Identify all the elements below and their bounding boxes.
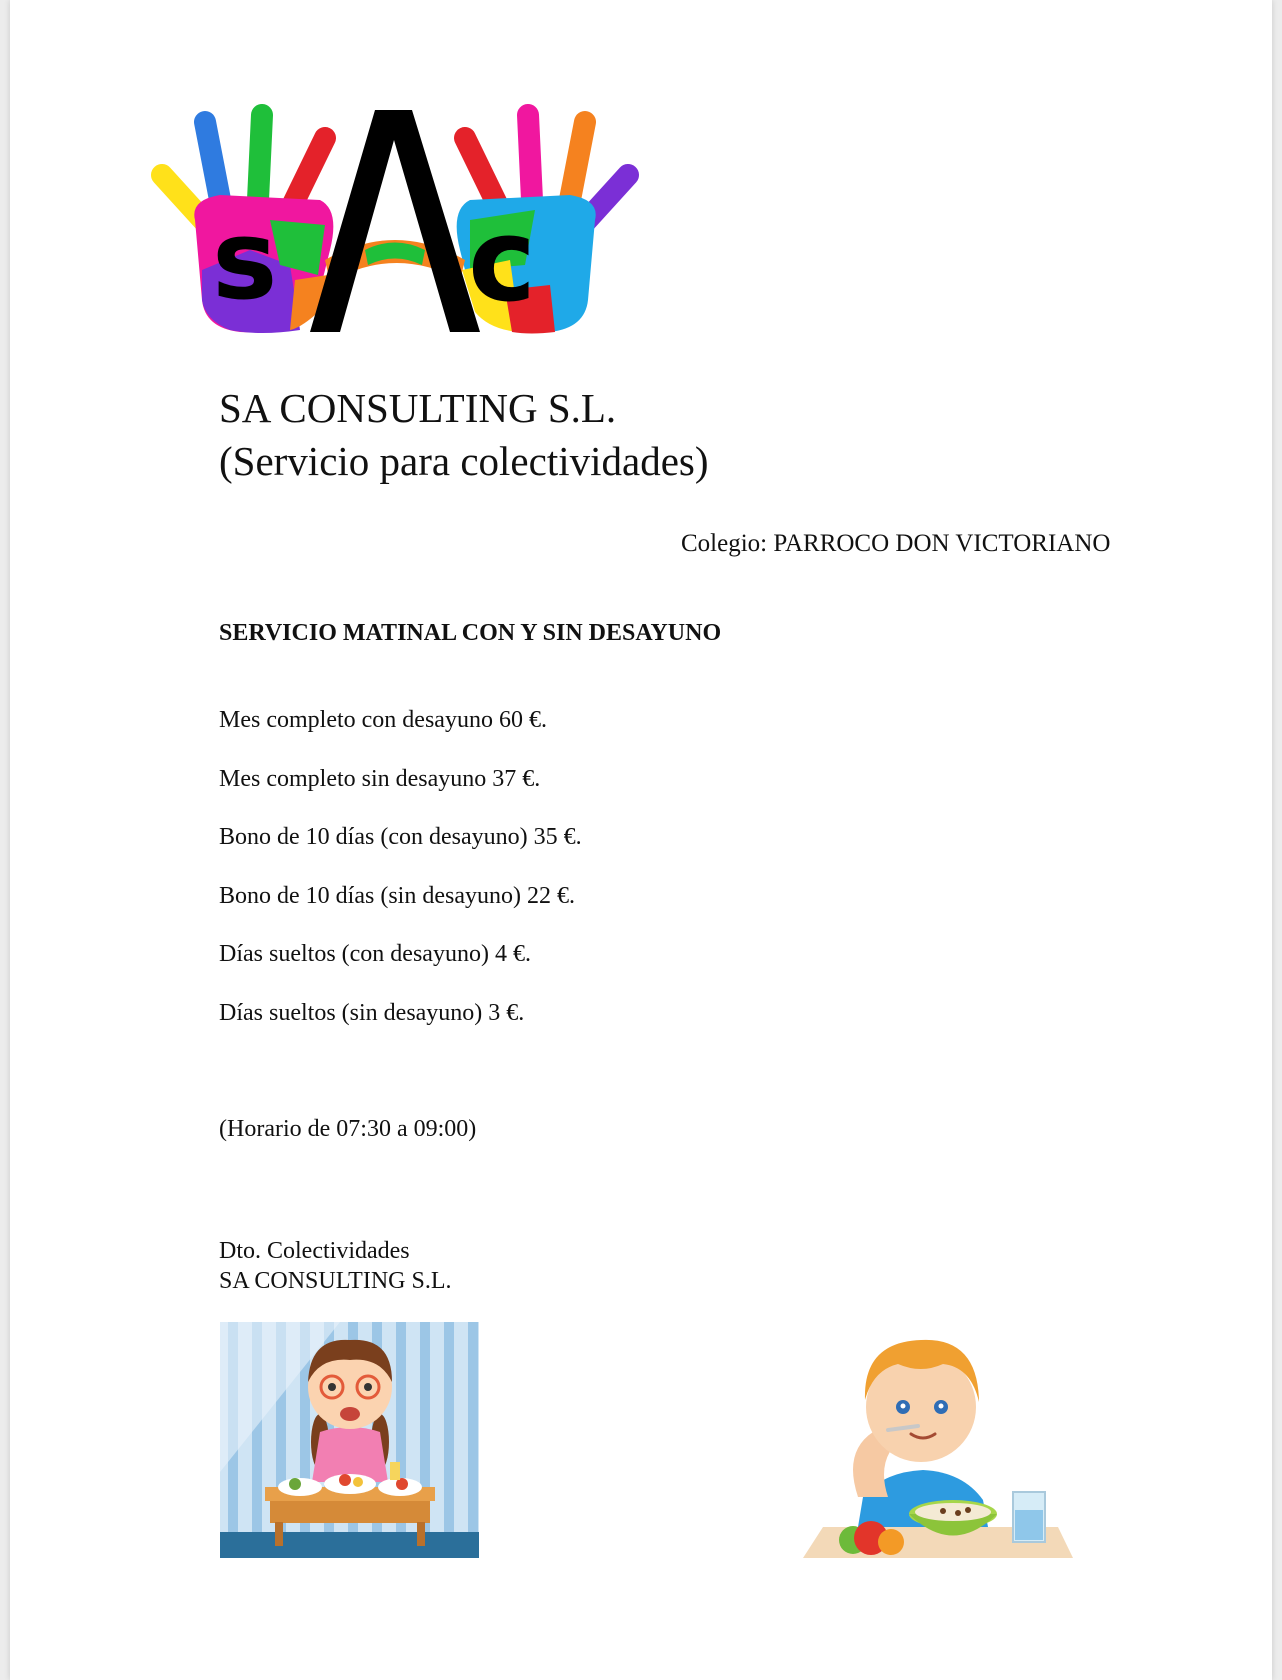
- company-block: [219, 382, 709, 488]
- price-item: Días sueltos (con desayuno) 4 €.: [219, 941, 531, 967]
- price-item: Mes completo sin desayuno 37 €.: [219, 765, 541, 792]
- schedule-note: (Horario de 07:30 a 09:00): [219, 1116, 477, 1142]
- svg-text:s: s: [212, 196, 278, 324]
- school-name: Colegio: PARROCO DON VICTORIANO: [681, 530, 1111, 557]
- document-page: [10, 0, 1272, 1680]
- service-heading: SERVICIO MATINAL CON Y SIN DESAYUNO: [219, 620, 722, 646]
- signature-block: [219, 1236, 452, 1296]
- girl-eating-illustration: [220, 1322, 479, 1558]
- signature-department: Dto. Colectividades: [219, 1238, 410, 1264]
- svg-text:c: c: [468, 194, 537, 328]
- sac-logo: [150, 100, 640, 345]
- price-item: Mes completo con desayuno 60 €.: [219, 707, 547, 733]
- price-list: [219, 705, 582, 1056]
- boy-eating-illustration: [803, 1322, 1081, 1558]
- price-item: Días sueltos (sin desayuno) 3 €.: [219, 999, 525, 1026]
- signature-company: SA CONSULTING S.L.: [219, 1268, 452, 1294]
- price-item: Bono de 10 días (con desayuno) 35 €.: [219, 824, 582, 850]
- price-item: Bono de 10 días (sin desayuno) 22 €.: [219, 882, 575, 909]
- company-subtitle: (Servicio para colectividades): [219, 438, 709, 484]
- company-name: SA CONSULTING S.L.: [219, 385, 617, 431]
